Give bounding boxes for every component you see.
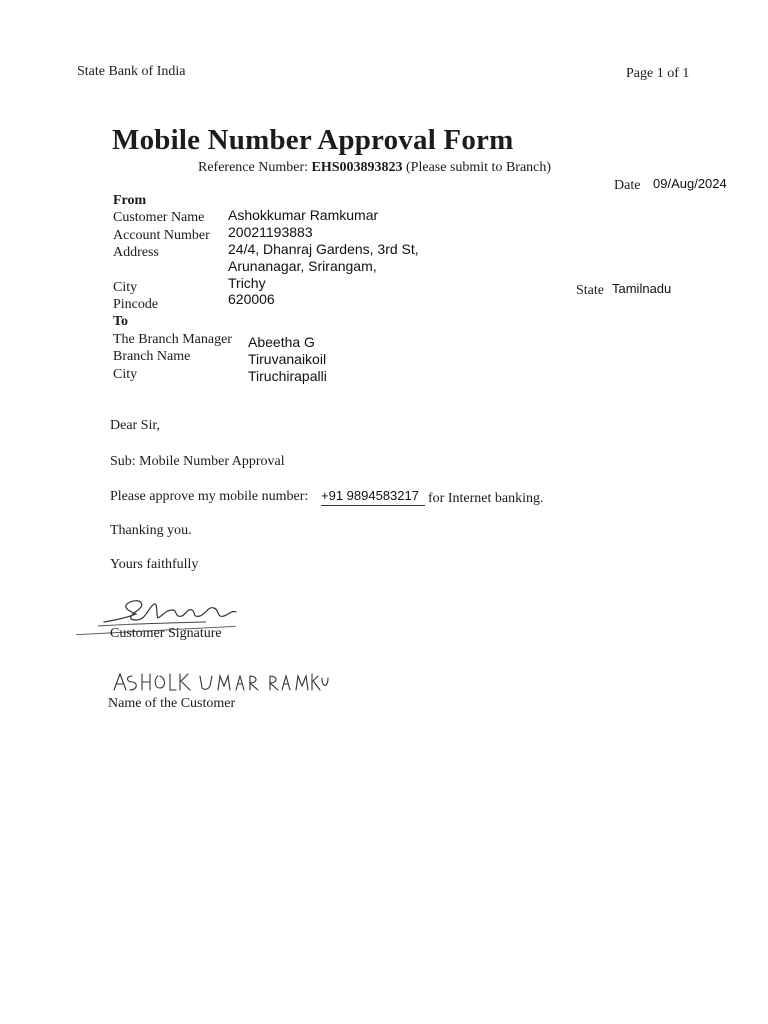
handwritten-name-image <box>110 670 330 696</box>
bank-name: State Bank of India <box>77 64 186 79</box>
salutation: Dear Sir, <box>110 418 160 433</box>
to-heading: To <box>113 314 129 329</box>
request-prefix: Please approve my mobile number: <box>110 489 309 504</box>
mobile-number-value: +91 9894583217 <box>321 488 419 503</box>
account-number-label: Account Number <box>113 228 210 243</box>
reference-number: EHS003893823 <box>311 160 403 175</box>
state-label: State <box>576 283 604 298</box>
branch-name-label: Branch Name <box>113 349 191 364</box>
account-number-value: 20021193883 <box>228 224 313 240</box>
request-suffix: for Internet banking. <box>428 491 544 506</box>
reference-line <box>198 160 551 176</box>
from-city-value: Trichy <box>228 275 266 291</box>
subject-line: Sub: Mobile Number Approval <box>110 454 285 469</box>
branch-manager-label: The Branch Manager <box>113 332 232 347</box>
address-label: Address <box>113 245 159 260</box>
from-heading: From <box>113 193 147 208</box>
mobile-number-underline <box>321 505 425 506</box>
date-value: 09/Aug/2024 <box>653 176 727 191</box>
reference-note: (Please submit to Branch) <box>406 160 552 175</box>
customer-name-value: Ashokkumar Ramkumar <box>228 207 379 223</box>
address-line-1: 24/4, Dhanraj Gardens, 3rd St, <box>228 241 419 257</box>
branch-name-value: Tiruvanaikoil <box>248 351 327 367</box>
customer-name-label: Customer Name <box>113 210 205 225</box>
reference-label: Reference Number: <box>198 160 308 175</box>
from-city-label: City <box>113 280 138 295</box>
customer-name-label-bottom: Name of the Customer <box>108 696 236 711</box>
address-line-2: Arunanagar, Srirangam, <box>228 258 377 274</box>
page-indicator: Page 1 of 1 <box>626 66 690 81</box>
to-city-label: City <box>113 367 138 382</box>
branch-manager-value: Abeetha G <box>248 334 315 350</box>
signature-label: Customer Signature <box>110 626 222 641</box>
state-value: Tamilnadu <box>612 281 672 296</box>
thanks-line: Thanking you. <box>110 523 192 538</box>
date-label: Date <box>614 178 641 193</box>
pincode-label: Pincode <box>113 297 159 312</box>
closing-line: Yours faithfully <box>110 557 199 572</box>
form-title: Mobile Number Approval Form <box>112 124 514 156</box>
pincode-value: 620006 <box>228 291 275 307</box>
to-city-value: Tiruchirapalli <box>248 368 327 384</box>
